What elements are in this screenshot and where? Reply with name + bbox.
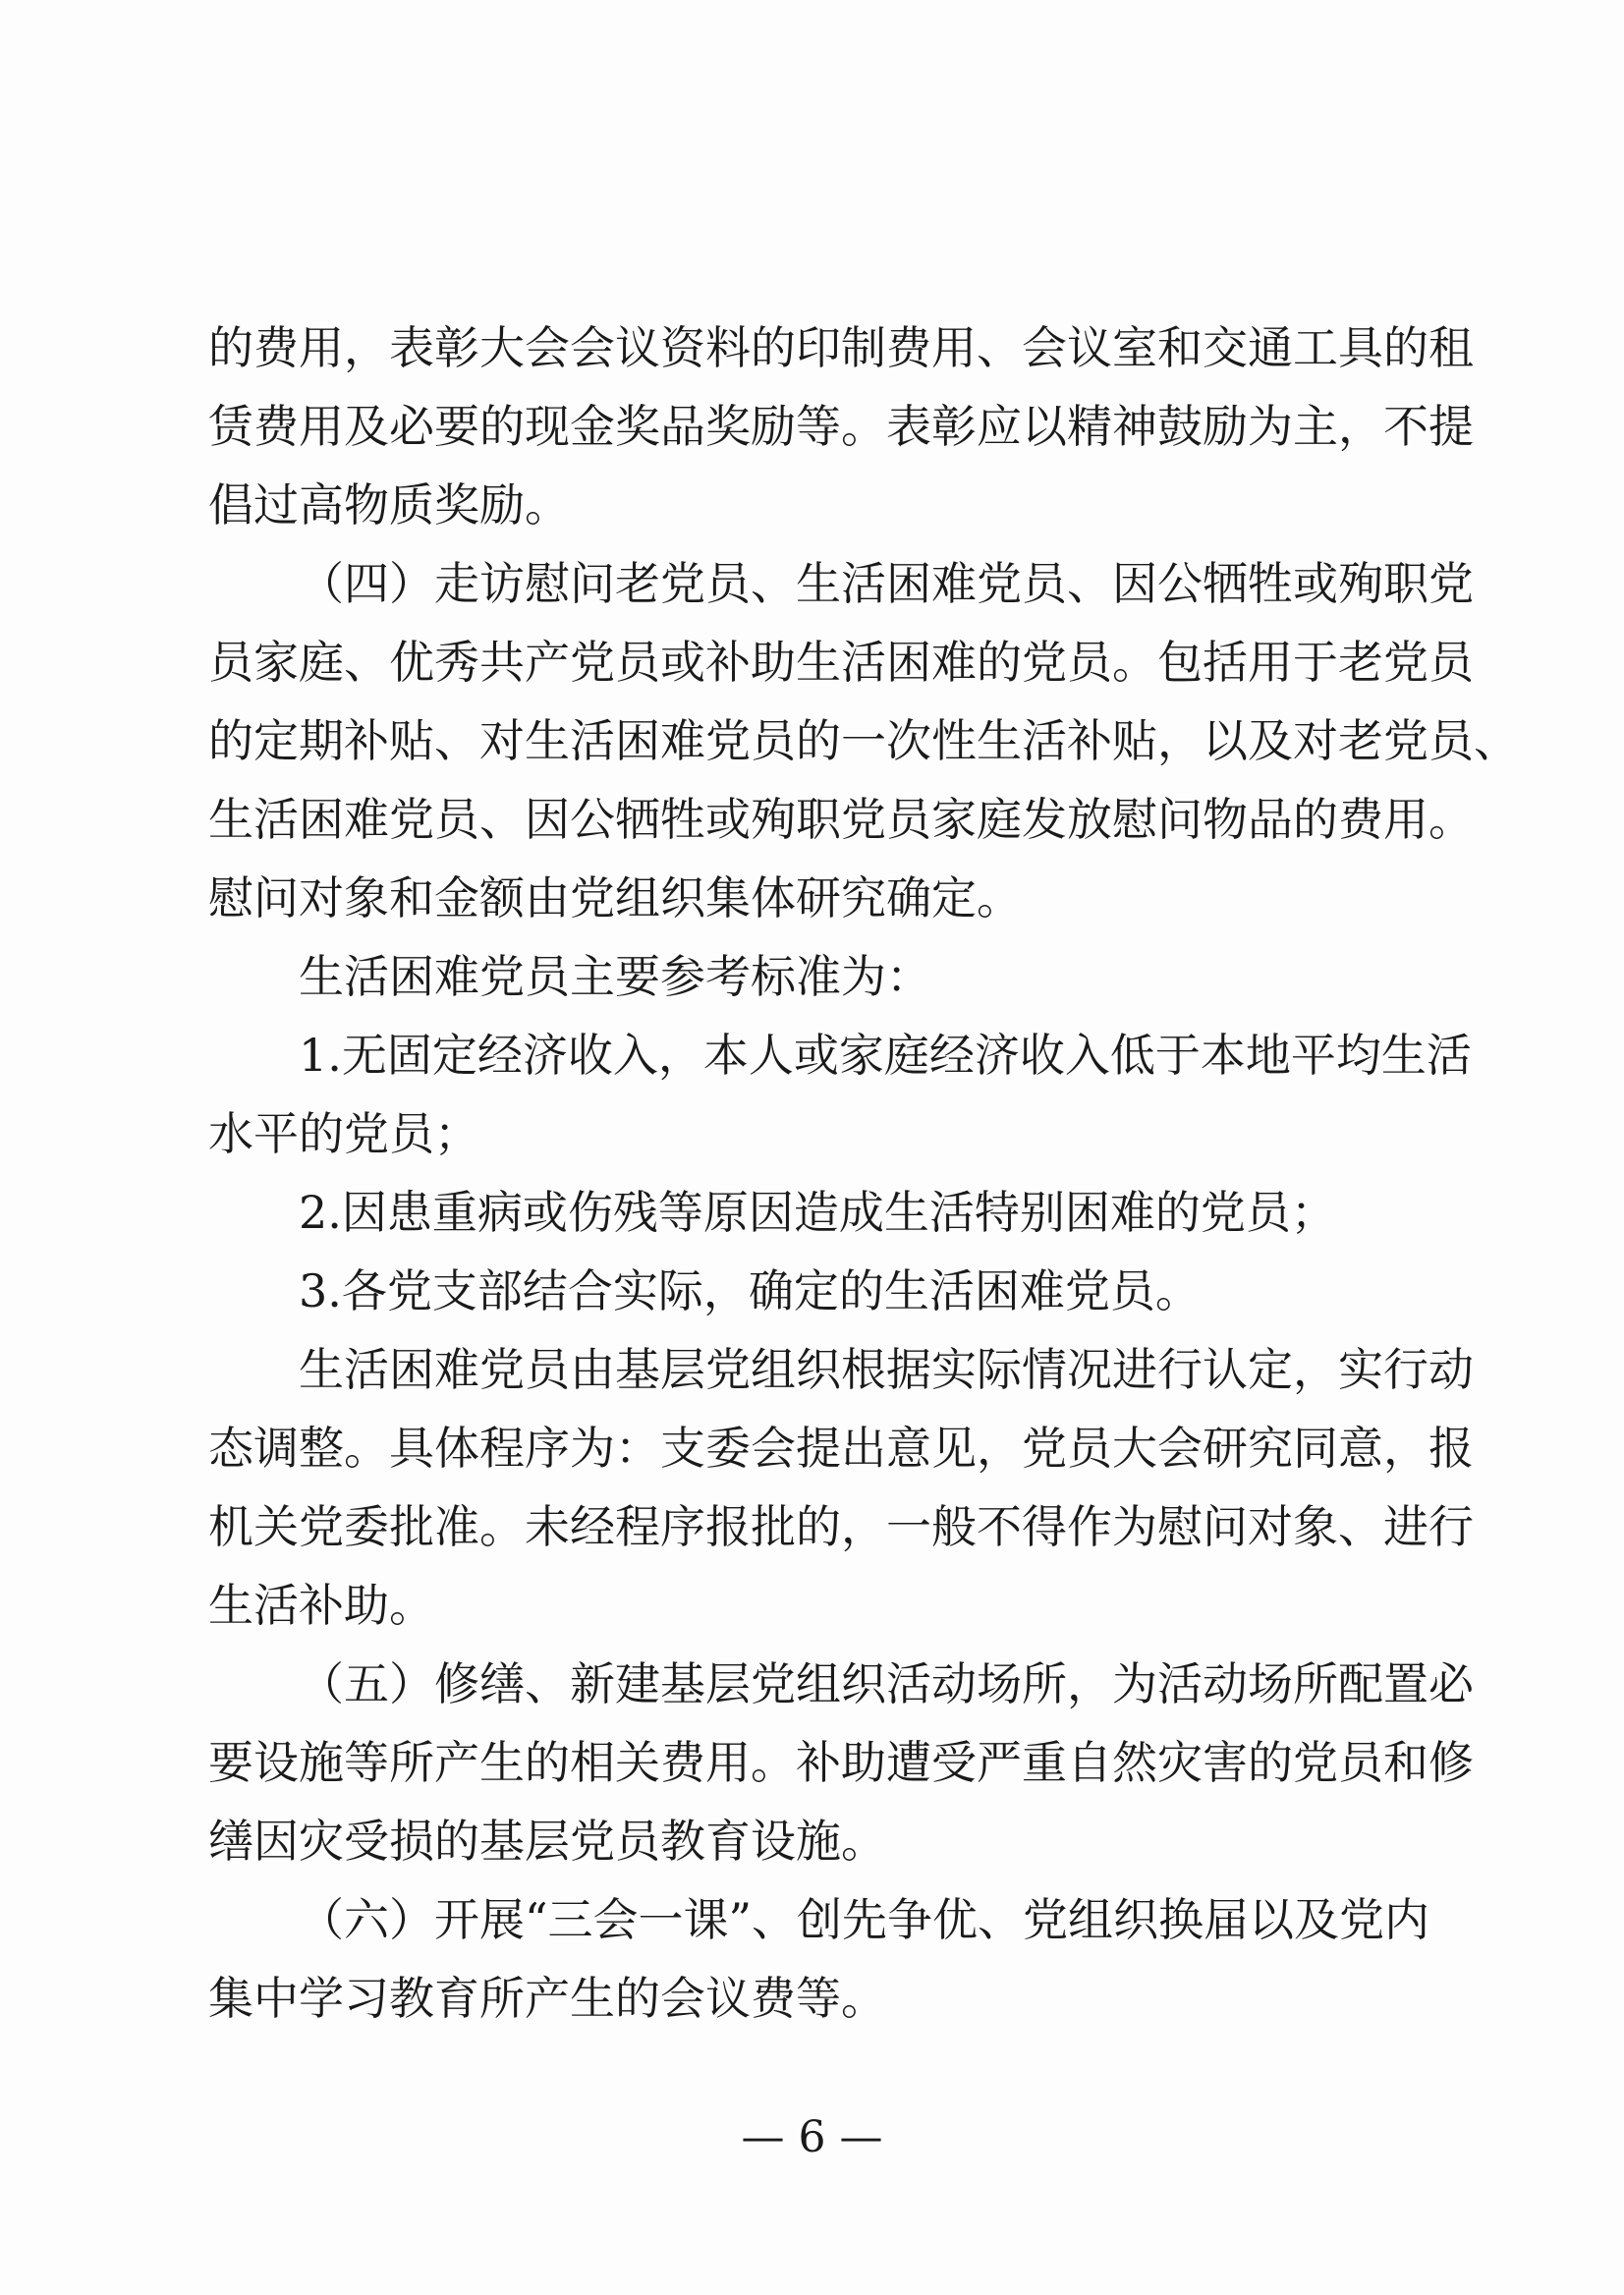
text-line: 要设施等所产生的相关费用。补助遭受严重自然灾害的党员和修 <box>208 1736 1474 1789</box>
text-line: 态调整。具体程序为：支委会提出意见，党员大会研究同意，报 <box>208 1422 1474 1475</box>
text-line: 1.无固定经济收入，本人或家庭经济收入低于本地平均生活 <box>299 1029 1472 1082</box>
text-line: （五）修缮、新建基层党组织活动场所，为活动场所配置必 <box>299 1657 1474 1710</box>
text-line: 赁费用及必要的现金奖品奖励等。表彰应以精神鼓励为主，不提 <box>208 400 1474 453</box>
text-line: 机关党委批准。未经程序报批的，一般不得作为慰问对象、进行 <box>208 1500 1474 1553</box>
text-line: （六）开展“三会一课”、创先争优、党组织换届以及党内 <box>299 1893 1430 1946</box>
text-line: 2.因患重病或伤残等原因造成生活特别困难的党员； <box>299 1186 1336 1239</box>
text-line: 慰问对象和金额由党组织集体研究确定。 <box>208 871 1022 924</box>
text-line: 集中学习教育所产生的会议费等。 <box>208 1972 886 2025</box>
text-line: （四）走访慰问老党员、生活困难党员、因公牺牲或殉职党 <box>299 557 1474 610</box>
text-line: 的费用，表彰大会会议资料的印制费用、会议室和交通工具的租 <box>208 321 1474 374</box>
text-line: 的定期补贴、对生活困难党员的一次性生活补贴，以及对老党员、 <box>208 714 1519 767</box>
text-line: 生活困难党员由基层党组织根据实际情况进行认定，实行动 <box>299 1343 1474 1396</box>
text-line: 3.各党支部结合实际，确定的生活困难党员。 <box>299 1264 1201 1317</box>
text-line: 水平的党员； <box>208 1107 479 1160</box>
text-line: 生活困难党员主要参考标准为： <box>299 950 931 1003</box>
text-line: 倡过高物质奖励。 <box>208 478 570 532</box>
text-line: 缮因灾受损的基层党员教育设施。 <box>208 1815 886 1868</box>
text-line: 生活补助。 <box>208 1579 434 1632</box>
text-line: 员家庭、优秀共产党员或补助生活困难的党员。包括用于老党员 <box>208 636 1474 689</box>
page-number: — 6 — <box>741 2112 883 2162</box>
text-line: 生活困难党员、因公牺牲或殉职党员家庭发放慰问物品的费用。 <box>208 793 1474 846</box>
